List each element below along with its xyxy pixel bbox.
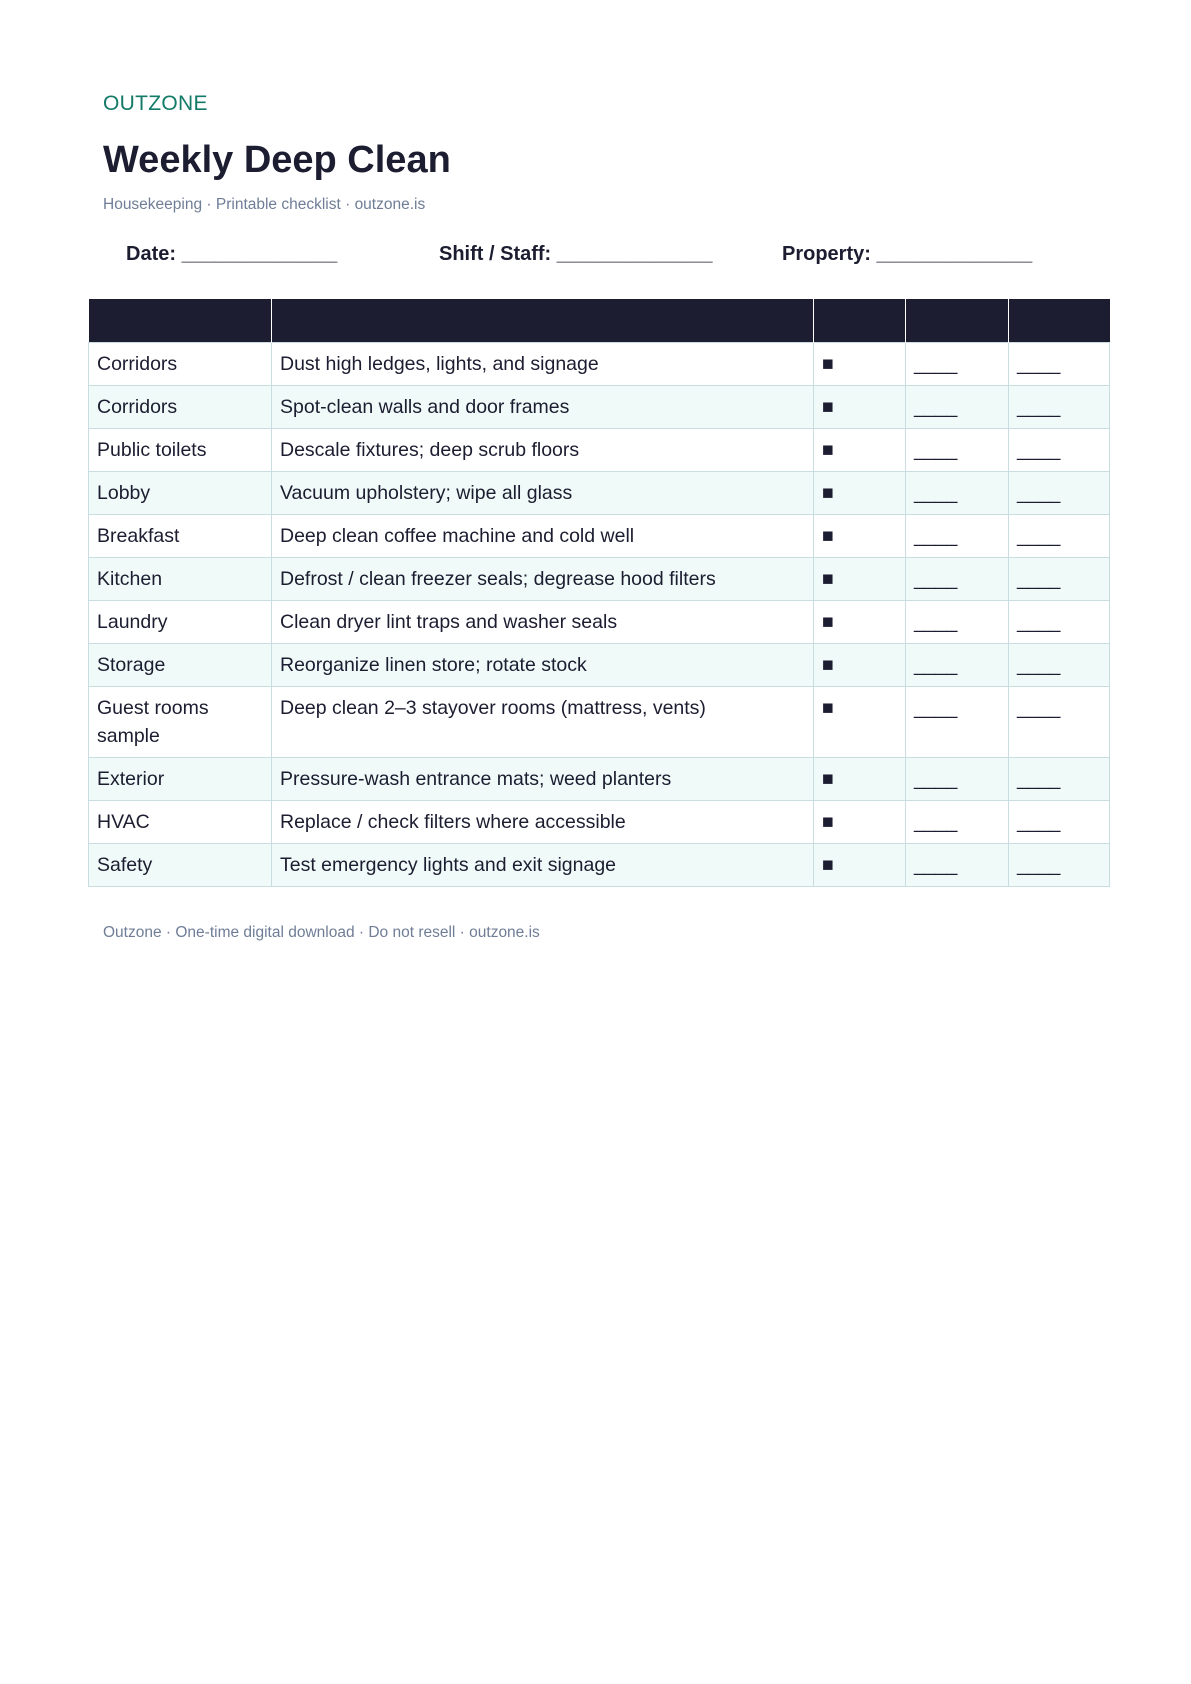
row-task-cell: Replace / check filters where accessible <box>272 801 814 844</box>
checkbox[interactable]: ■ <box>814 429 906 472</box>
table-row <box>89 386 1110 429</box>
initials-blank-2[interactable]: ____ <box>1009 515 1110 558</box>
initials-blank-1[interactable]: ____ <box>906 687 1009 758</box>
row-task-cell: Test emergency lights and exit signage <box>272 844 814 887</box>
table-row <box>89 343 1110 386</box>
page-subtitle: Housekeeping · Printable checklist · outzone.is <box>103 196 426 213</box>
checkbox[interactable]: ■ <box>814 386 906 429</box>
checkbox[interactable]: ■ <box>814 558 906 601</box>
table-body <box>89 343 1110 887</box>
header-area <box>89 299 272 343</box>
table-row <box>89 644 1110 687</box>
row-task-cell: Deep clean coffee machine and cold well <box>272 515 814 558</box>
row-area-cell: Lobby <box>89 472 272 515</box>
row-area-cell: Safety <box>89 844 272 887</box>
initials-blank-1[interactable]: ____ <box>906 343 1009 386</box>
header-check <box>814 299 906 343</box>
header-task <box>272 299 814 343</box>
table-row <box>89 844 1110 887</box>
property-field: Property: ______________ <box>782 243 1033 265</box>
row-task-cell: Clean dryer lint traps and washer seals <box>272 601 814 644</box>
row-area-cell: Breakfast <box>89 515 272 558</box>
checkbox[interactable]: ■ <box>814 801 906 844</box>
initials-blank-1[interactable]: ____ <box>906 601 1009 644</box>
table-row <box>89 558 1110 601</box>
row-task-cell: Pressure-wash entrance mats; weed planters <box>272 758 814 801</box>
initials-blank-1[interactable]: ____ <box>906 558 1009 601</box>
checkbox[interactable]: ■ <box>814 687 906 758</box>
table-header-row <box>89 299 1110 343</box>
date-field: Date: ______________ <box>126 243 338 265</box>
row-area-cell: Kitchen <box>89 558 272 601</box>
table-row <box>89 472 1110 515</box>
initials-blank-1[interactable]: ____ <box>906 515 1009 558</box>
row-area-cell: Storage <box>89 644 272 687</box>
checkbox[interactable]: ■ <box>814 844 906 887</box>
table-row <box>89 801 1110 844</box>
row-task-cell: Spot-clean walls and door frames <box>272 386 814 429</box>
row-area-cell: Corridors <box>89 386 272 429</box>
row-task-cell: Dust high ledges, lights, and signage <box>272 343 814 386</box>
page-footer: Outzone · One-time digital download · Do not resell · outzone.is <box>103 924 540 941</box>
checkbox[interactable]: ■ <box>814 644 906 687</box>
row-area-cell: Exterior <box>89 758 272 801</box>
initials-blank-1[interactable]: ____ <box>906 472 1009 515</box>
table-row <box>89 758 1110 801</box>
brand-name: OUTZONE <box>103 92 208 115</box>
row-area-cell: HVAC <box>89 801 272 844</box>
initials-blank-1[interactable]: ____ <box>906 386 1009 429</box>
page-title: Weekly Deep Clean <box>103 139 451 181</box>
initials-blank-2[interactable]: ____ <box>1009 558 1110 601</box>
initials-blank-2[interactable]: ____ <box>1009 644 1110 687</box>
initials-blank-1[interactable]: ____ <box>906 429 1009 472</box>
header-blank-2 <box>1009 299 1110 343</box>
row-task-cell: Deep clean 2–3 stayover rooms (mattress, vents) <box>272 687 814 758</box>
initials-blank-1[interactable]: ____ <box>906 758 1009 801</box>
header-blank-1 <box>906 299 1009 343</box>
initials-blank-2[interactable]: ____ <box>1009 687 1110 758</box>
initials-blank-2[interactable]: ____ <box>1009 844 1110 887</box>
row-area-cell: Corridors <box>89 343 272 386</box>
checkbox[interactable]: ■ <box>814 472 906 515</box>
initials-blank-2[interactable]: ____ <box>1009 801 1110 844</box>
row-area-cell: Laundry <box>89 601 272 644</box>
initials-blank-1[interactable]: ____ <box>906 644 1009 687</box>
initials-blank-2[interactable]: ____ <box>1009 386 1110 429</box>
checkbox[interactable]: ■ <box>814 343 906 386</box>
checkbox[interactable]: ■ <box>814 515 906 558</box>
initials-blank-2[interactable]: ____ <box>1009 343 1110 386</box>
initials-blank-2[interactable]: ____ <box>1009 601 1110 644</box>
row-task-cell: Descale fixtures; deep scrub floors <box>272 429 814 472</box>
checklist-table <box>88 299 1110 887</box>
table-row <box>89 601 1110 644</box>
table-row <box>89 687 1110 758</box>
row-area-cell: Public toilets <box>89 429 272 472</box>
checkbox[interactable]: ■ <box>814 601 906 644</box>
initials-blank-2[interactable]: ____ <box>1009 472 1110 515</box>
initials-blank-1[interactable]: ____ <box>906 844 1009 887</box>
form-fields-row <box>0 243 1191 269</box>
initials-blank-2[interactable]: ____ <box>1009 429 1110 472</box>
row-area-cell: Guest rooms sample <box>89 687 272 758</box>
initials-blank-1[interactable]: ____ <box>906 801 1009 844</box>
initials-blank-2[interactable]: ____ <box>1009 758 1110 801</box>
row-task-cell: Vacuum upholstery; wipe all glass <box>272 472 814 515</box>
row-task-cell: Reorganize linen store; rotate stock <box>272 644 814 687</box>
shift-staff-field: Shift / Staff: ______________ <box>439 243 713 265</box>
checkbox[interactable]: ■ <box>814 758 906 801</box>
table-row <box>89 515 1110 558</box>
row-task-cell: Defrost / clean freezer seals; degrease hood filters <box>272 558 814 601</box>
table-row <box>89 429 1110 472</box>
